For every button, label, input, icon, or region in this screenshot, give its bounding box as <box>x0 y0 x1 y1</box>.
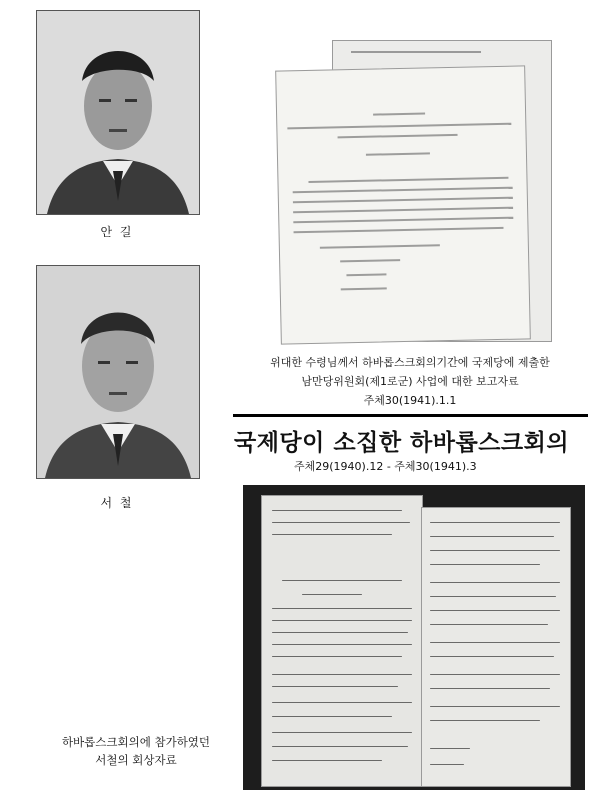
portrait-caption-an-gil: 안 길 <box>100 225 134 239</box>
memoir-left-page <box>261 495 423 787</box>
section-title: 국제당이 소집한 하바롭스크회의 <box>234 430 570 456</box>
memoir-caption-line-2: 서철의 회상자료 <box>95 753 177 767</box>
section-divider <box>233 414 588 417</box>
portrait-photo-seo-cheol <box>36 265 200 479</box>
portrait-photo-an-gil <box>36 10 200 215</box>
portrait-seo-cheol-image <box>37 266 199 478</box>
memoir-right-page <box>421 507 571 787</box>
front-page <box>275 65 531 344</box>
portrait-an-gil-image <box>37 11 199 214</box>
report-caption-date: 주체30(1941).1.1 <box>363 394 457 407</box>
section-dates: 주체29(1940).12 - 주체30(1941).3 <box>294 460 477 473</box>
report-caption-line-1: 위대한 수령님께서 하바롭스크회의기간에 국제당에 제출한 <box>270 356 550 369</box>
report-document-image <box>276 38 556 344</box>
memoir-caption-line-1: 하바롭스크회의에 참가하였던 <box>61 735 211 749</box>
memoir-document-image <box>243 485 585 790</box>
portrait-caption-seo-cheol: 서 철 <box>100 496 134 510</box>
report-caption-line-2: 남만당위원회(제1로군) 사업에 대한 보고자료 <box>301 375 519 388</box>
